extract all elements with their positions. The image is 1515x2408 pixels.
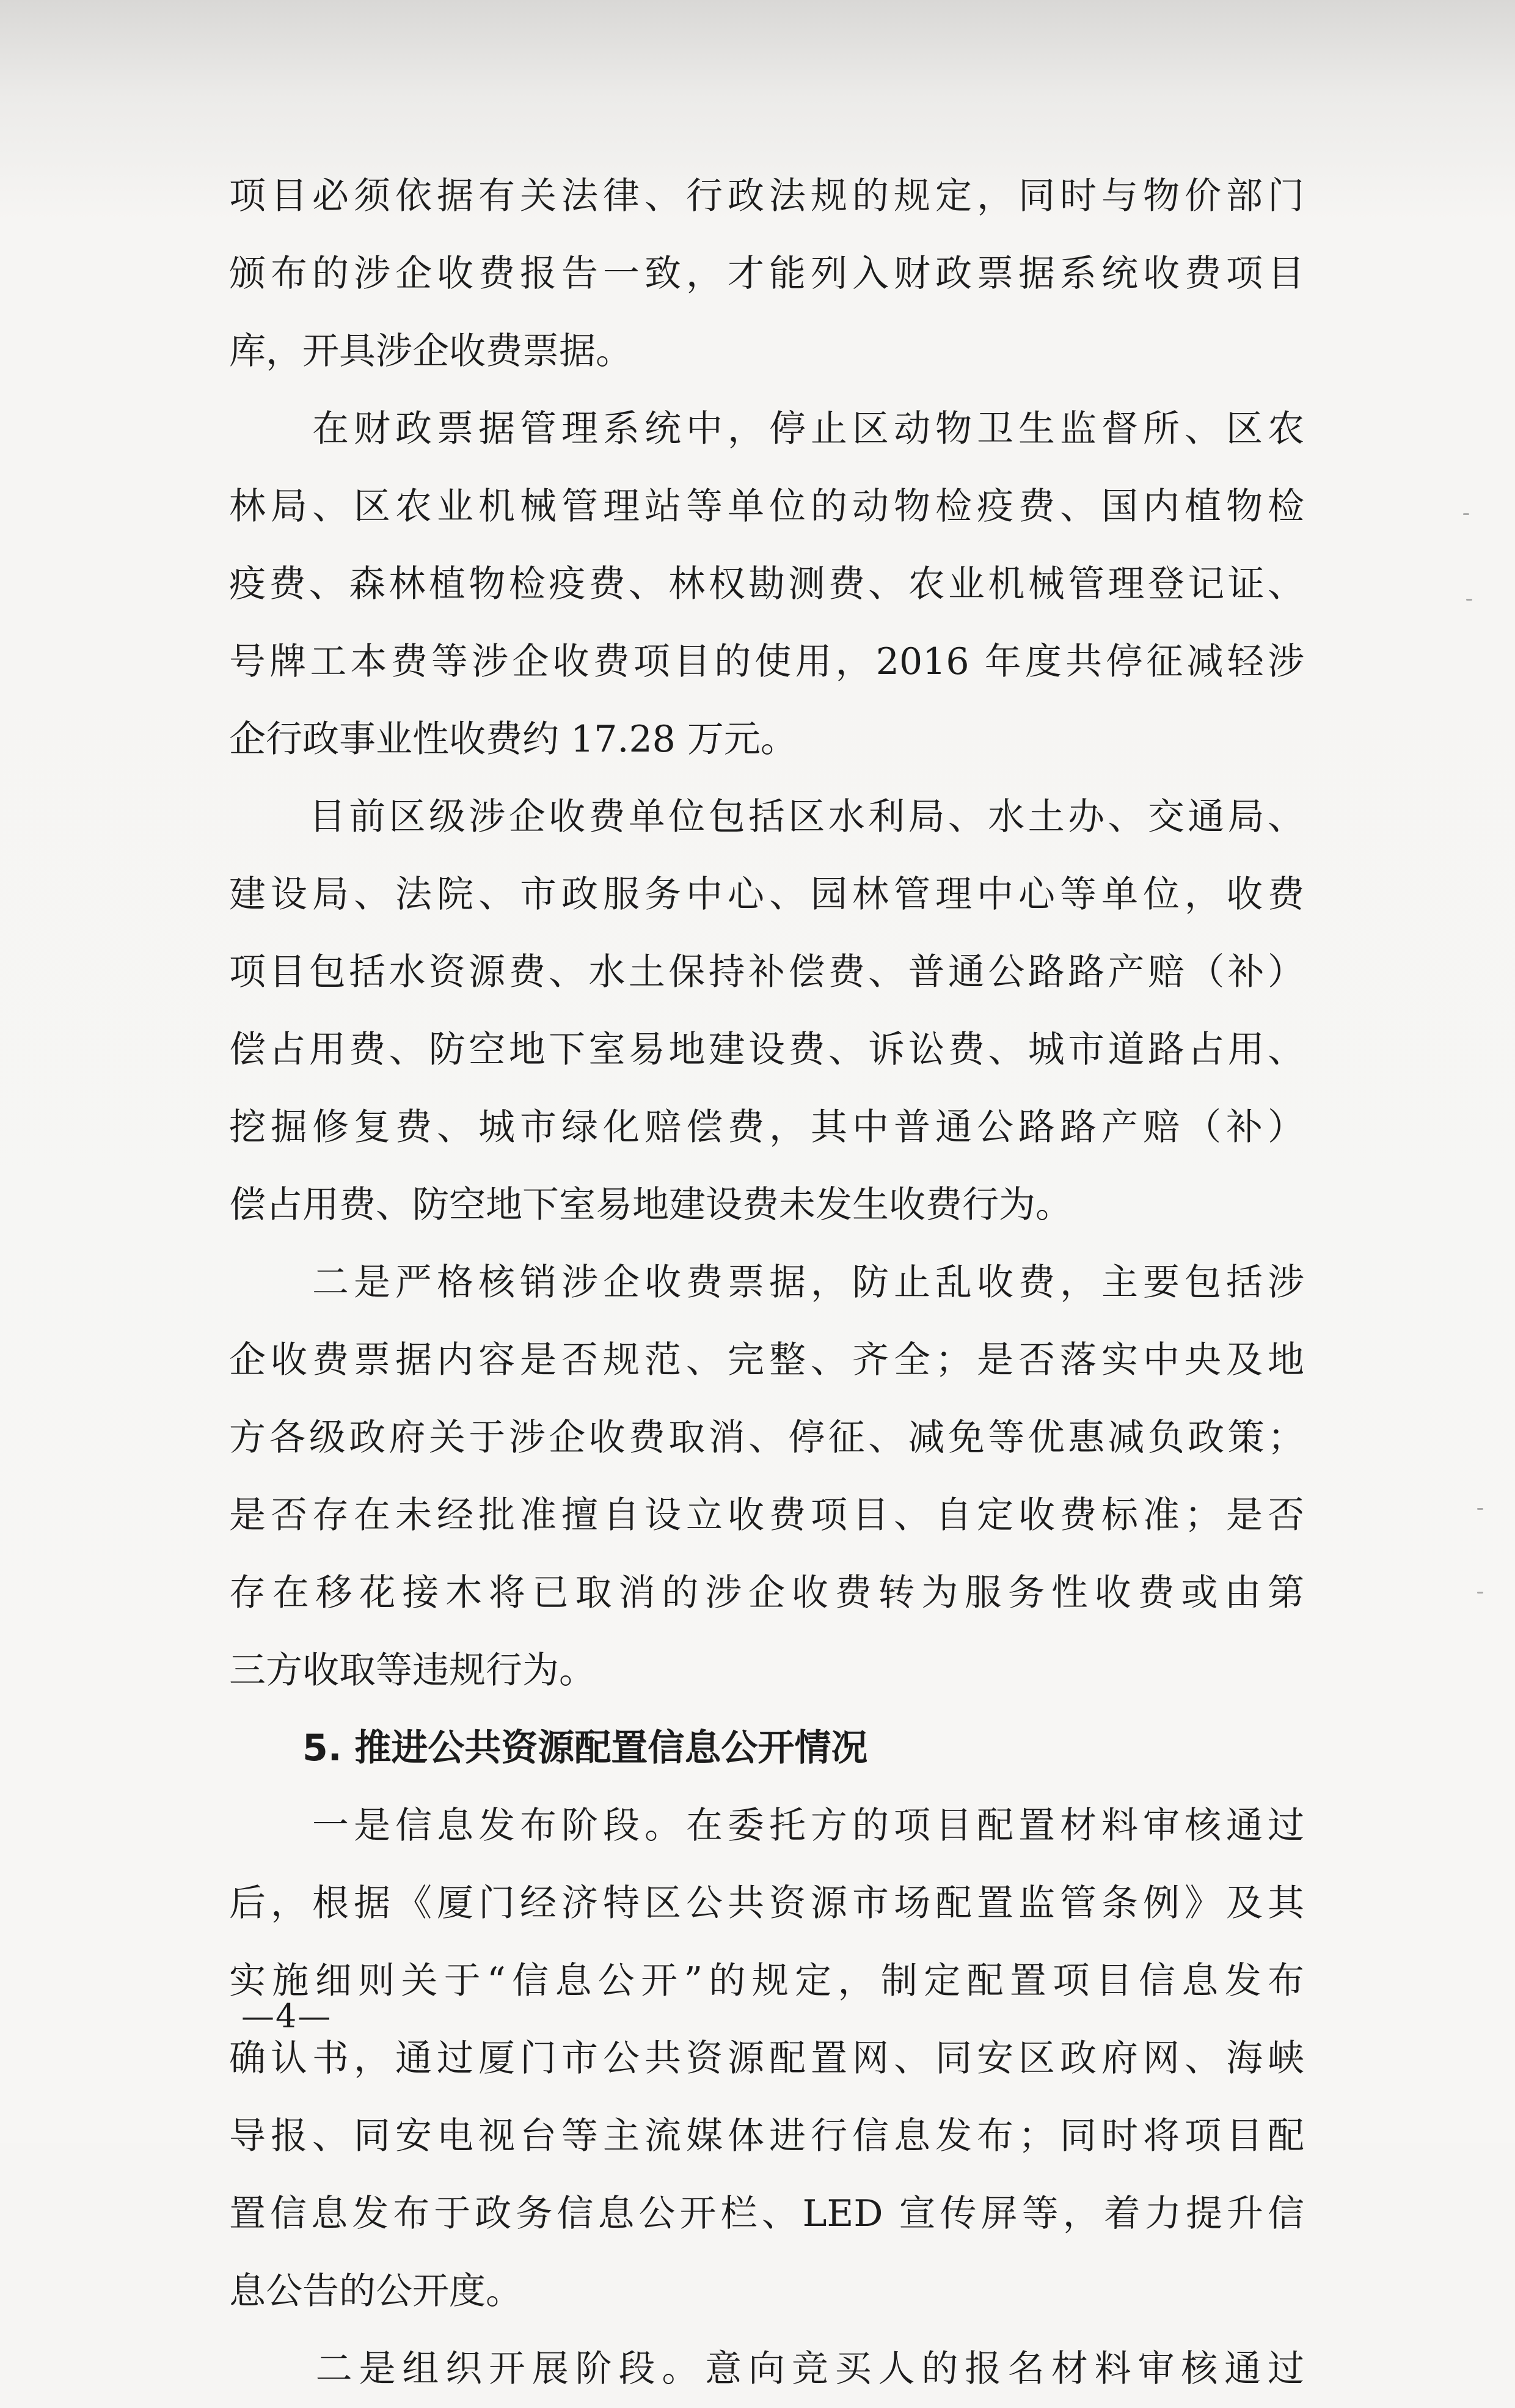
body-line: 二是组织开展阶段。意向竞买人的报名材料审核通过 bbox=[229, 2348, 1304, 2390]
body-line: 方各级政府关于涉企收费取消、停征、减免等优惠减负政策； bbox=[229, 1416, 1304, 1459]
body-line: 企收费票据内容是否规范、完整、齐全；是否落实中央及地 bbox=[229, 1339, 1304, 1381]
body-line: 号牌工本费等涉企收费项目的使用，2016 年度共停征减轻涉 bbox=[229, 640, 1304, 683]
body-line: 在财政票据管理系统中，停止区动物卫生监督所、区农 bbox=[229, 408, 1304, 450]
body-line: 是否存在未经批准擅自设立收费项目、自定收费标准；是否 bbox=[229, 1494, 1304, 1537]
body-line: 一是信息发布阶段。在委托方的项目配置材料审核通过 bbox=[229, 1804, 1304, 1847]
section-heading: 5. 推进公共资源配置信息公开情况 bbox=[229, 1727, 868, 1769]
body-line: 导报、同安电视台等主流媒体进行信息发布；同时将项目配 bbox=[229, 2115, 1304, 2157]
body-line: 实施细则关于“信息公开”的规定，制定配置项目信息发布 bbox=[229, 1960, 1304, 2002]
body-line: 置信息发布于政务信息公开栏、LED 宣传屏等，着力提升信 bbox=[229, 2192, 1304, 2235]
scan-speck bbox=[1463, 513, 1469, 515]
page-number: —4— bbox=[241, 1997, 332, 2035]
body-line: 三方收取等违规行为。 bbox=[229, 1649, 596, 1692]
body-line: 挖掘修复费、城市绿化赔偿费，其中普通公路路产赔（补） bbox=[229, 1106, 1304, 1149]
body-line: 建设局、法院、市政服务中心、园林管理中心等单位，收费 bbox=[229, 873, 1304, 916]
body-line: 确认书，通过厦门市公共资源配置网、同安区政府网、海峡 bbox=[229, 2037, 1304, 2080]
body-line: 林局、区农业机械管理站等单位的动物检疫费、国内植物检 bbox=[229, 485, 1304, 528]
body-line: 偿占用费、防空地下室易地建设费未发生收费行为。 bbox=[229, 1184, 1072, 1226]
body-line: 存在移花接木将已取消的涉企收费转为服务性收费或由第 bbox=[229, 1572, 1304, 1614]
scan-speck bbox=[1477, 1592, 1483, 1594]
body-line: 息公告的公开度。 bbox=[229, 2270, 522, 2313]
body-line: 项目必须依据有关法律、行政法规的规定，同时与物价部门 bbox=[229, 175, 1304, 218]
body-line: 偿占用费、防空地下室易地建设费、诉讼费、城市道路占用、 bbox=[229, 1028, 1304, 1071]
body-line: 企行政事业性收费约 17.28 万元。 bbox=[229, 718, 797, 761]
body-line: 二是严格核销涉企收费票据，防止乱收费，主要包括涉 bbox=[229, 1261, 1304, 1304]
scan-speck bbox=[1477, 1508, 1483, 1510]
body-line: 颁布的涉企收费报告一致，才能列入财政票据系统收费项目 bbox=[229, 252, 1304, 295]
body-line: 项目包括水资源费、水土保持补偿费、普通公路路产赔（补） bbox=[229, 951, 1304, 994]
body-line: 疫费、森林植物检疫费、林权勘测费、农业机械管理登记证、 bbox=[229, 563, 1304, 606]
document-body bbox=[229, 158, 1304, 2408]
body-line: 后，根据《厦门经济特区公共资源市场配置监管条例》及其 bbox=[229, 1882, 1304, 1925]
body-line: 目前区级涉企收费单位包括区水利局、水土办、交通局、 bbox=[229, 796, 1304, 838]
body-line: 库，开具涉企收费票据。 bbox=[229, 330, 632, 373]
scan-speck bbox=[1466, 599, 1472, 601]
